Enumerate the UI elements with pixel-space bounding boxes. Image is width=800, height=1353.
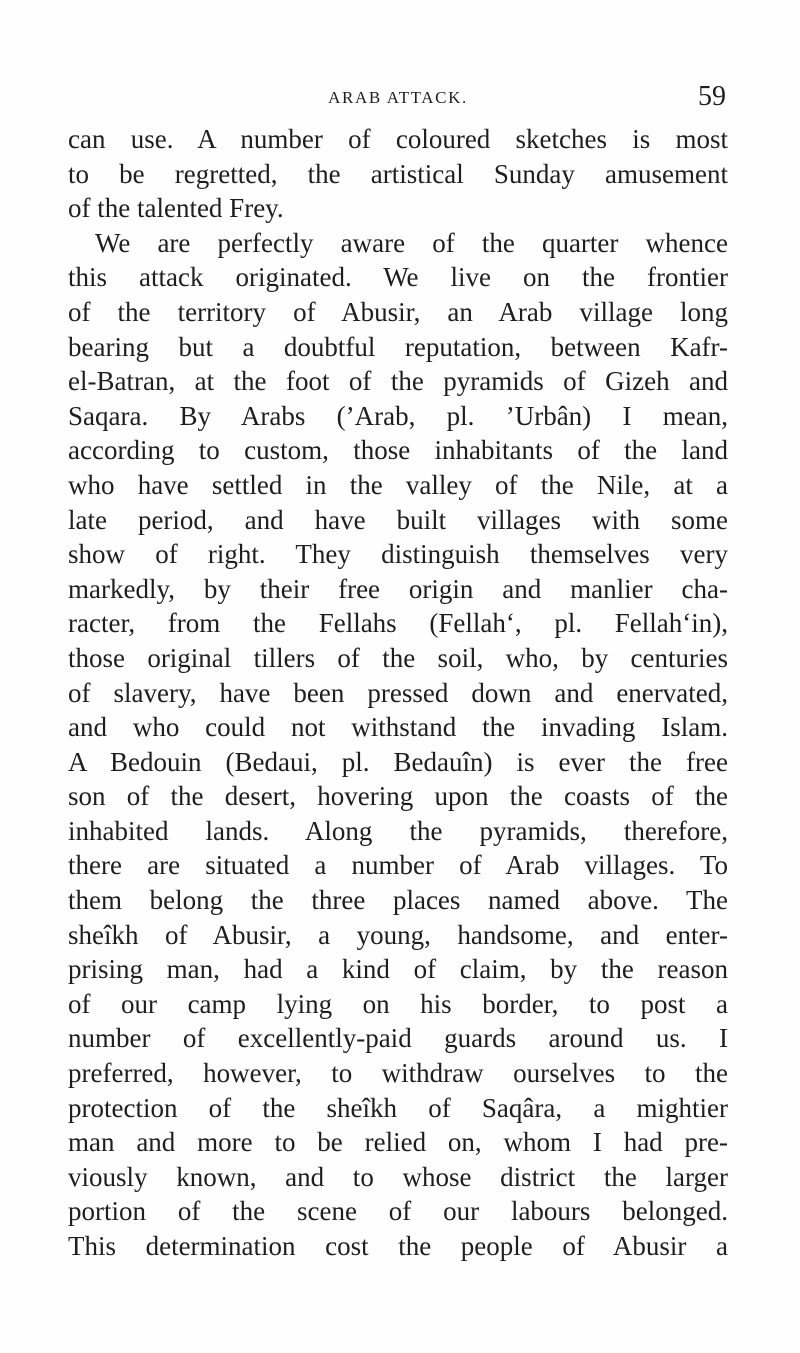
text-line: of the territory of Abusir, an Arab village long	[68, 296, 728, 327]
text-line: We are perfectly aware of the quarter whence	[95, 227, 728, 258]
text-line: late period, and have built villages with some	[68, 504, 728, 535]
text-line: them belong the three places named above. The	[68, 885, 728, 916]
page-number: 59	[698, 81, 726, 112]
text-line: Saqara. By Arabs (’Arab, pl. ’Urbân) I mean,	[68, 400, 728, 431]
text-line: and who could not withstand the invading Islam.	[68, 712, 728, 743]
text-line: there are situated a number of Arab villages. To	[68, 850, 728, 881]
text-line: preferred, however, to withdraw ourselves to the	[68, 1058, 728, 1089]
text-line: racter, from the Fellahs (Fellah‘, pl. Fellah‘in),	[68, 608, 728, 639]
text-line: show of right. They distinguish themselves very	[68, 539, 728, 570]
text-line: inhabited lands. Along the pyramids, therefore,	[68, 815, 728, 846]
body-text	[68, 122, 728, 1264]
text-line: prising man, had a kind of claim, by the reason	[68, 954, 728, 985]
text-line: portion of the scene of our labours belonged.	[68, 1196, 728, 1227]
text-line: el-Batran, at the foot of the pyramids of Gizeh and	[68, 366, 728, 397]
running-title: ARAB ATTACK.	[328, 88, 468, 107]
text-line: protection of the sheîkh of Saqâra, a mightier	[68, 1092, 728, 1123]
text-line: A Bedouin (Bedaui, pl. Bedauîn) is ever the free	[68, 746, 728, 777]
text-line: who have settled in the valley of the Nile, at a	[68, 469, 728, 500]
text-line: of slavery, have been pressed down and enervated,	[68, 677, 728, 708]
text-line: according to custom, those inhabitants of the land	[68, 435, 728, 466]
text-line: son of the desert, hovering upon the coasts of the	[68, 781, 728, 812]
text-line: bearing but a doubtful reputation, between Kafr-	[68, 331, 728, 362]
text-line: of our camp lying on his border, to post a	[68, 988, 728, 1019]
text-line: can use. A number of coloured sketches is most	[68, 124, 728, 154]
running-header	[68, 82, 728, 116]
text-line: this attack originated. We live on the frontier	[68, 262, 728, 293]
text-line: This determination cost the people of Abusir a	[68, 1231, 728, 1261]
text-line: sheîkh of Abusir, a young, handsome, and enter-	[68, 919, 728, 950]
text-line: number of excellently-paid guards around us. I	[68, 1023, 728, 1054]
text-line: markedly, by their free origin and manlier cha-	[68, 573, 728, 604]
text-line: of the talented Frey.	[68, 193, 284, 224]
text-line: those original tillers of the soil, who, by centuries	[68, 642, 728, 673]
text-line: viously known, and to whose district the larger	[68, 1161, 728, 1192]
text-line: man and more to be relied on, whom I had pre-	[68, 1127, 728, 1158]
text-line: to be regretted, the artistical Sunday amusement	[68, 158, 728, 189]
